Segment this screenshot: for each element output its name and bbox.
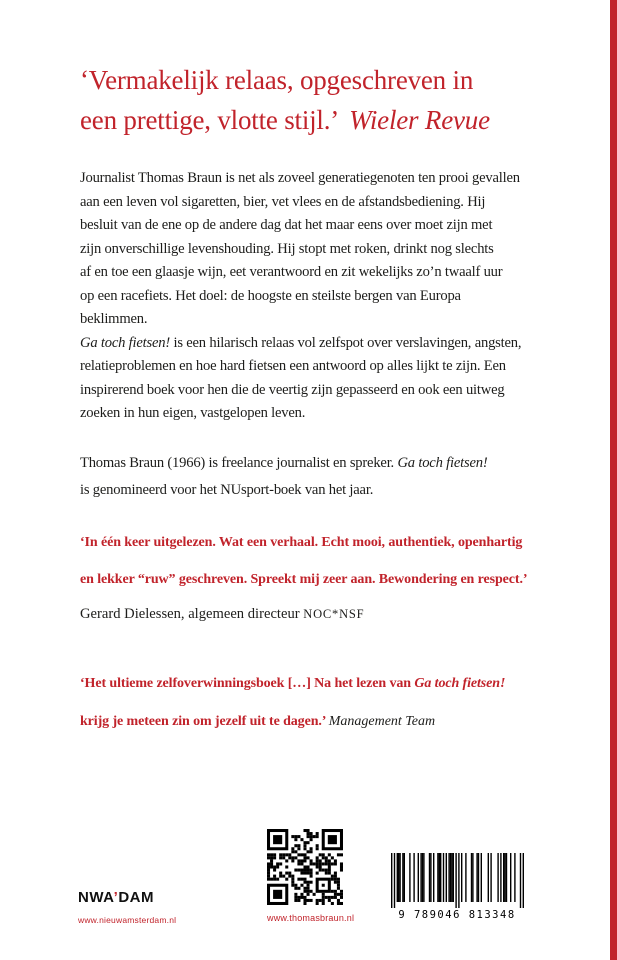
spine-red-strip [610,0,617,960]
synopsis-line: af en toe een glaasje wijn, eet verantwoord en zit wekelijks zo’n twaalf uur [80,264,503,280]
publisher-logo-mark: ’ [113,889,119,906]
headline-line-2 [80,100,580,140]
synopsis-line: inspirerend boek voor hen die de veertig zijn gepasseerd en ook een uitweg [80,381,505,398]
publisher-logo-text: DAM [118,889,155,906]
barcode-block [390,853,524,921]
author-note-line-2: is genomineerd voor het NUsport-boek van het jaar. [80,481,374,498]
quote-text: krijg je meteen zin om jezelf uit te dagen.’ [80,713,329,729]
book-title-italic: Ga toch fietsen! [80,334,171,351]
qr-block [267,829,355,923]
synopsis-line: besluit van de ene op de andere dag dat het maar eens over moet zijn met [80,217,493,233]
headline-quote-source: Wieler Revue [349,105,490,135]
quote-line [80,665,580,703]
quote-text: ‘Het ultieme zelfoverwinningsboek […] Na het lezen van [80,675,415,691]
attribution-name: Gerard Dielessen, algemeen directeur [80,605,304,622]
barcode [391,853,524,908]
publisher-logo-text: NWA [78,889,114,906]
synopsis-line: Journalist Thomas Braun is net als zoveel generatiegenoten ten prooi gevallen [80,170,520,186]
author-note [80,450,580,504]
quote-line: en lekker “ruw” geschreven. Spreekt mij zeer aan. Bewondering en respect.’ [80,571,528,587]
headline-line-1: ‘Vermakelijk relaas, opgeschreven in [80,65,474,95]
publisher-block [78,889,176,925]
author-url: www.thomasbraun.nl [267,913,355,923]
synopsis-line [80,332,580,356]
synopsis-line: relatieproblemen en hoe hard fietsen een antwoord op alles lijkt te zijn. Een [80,358,506,374]
author-note-text: Thomas Braun (1966) is freelance journalist en spreker. [80,454,398,471]
quote-line [80,703,580,741]
book-title-italic: Ga toch fietsen! [397,454,488,471]
headline-line-2-text: een prettige, vlotte stijl.’ [80,105,340,135]
author-note-line-1 [80,450,580,477]
publisher-logo [78,889,176,906]
endorsement-quote-2 [80,665,580,741]
synopsis-line: zoeken in hun eigen, vastgelopen leven. [80,405,306,421]
quote-line: ‘In één keer uitgelezen. Wat een verhaal. Echt mooi, authentiek, openhartig [80,534,523,550]
cover-content [80,60,580,741]
synopsis-line: beklimmen. [80,311,148,327]
synopsis-line: zijn onverschillige levenshouding. Hij stopt met roken, drinkt nog slechts [80,240,494,257]
barcode-digits: 9 789046 813348 [398,909,516,921]
synopsis-line: aan een leven vol sigaretten, bier, vet vlees en de afstandsbediening. Hij [80,193,486,210]
publisher-url: www.nieuwamsterdam.nl [78,915,177,925]
endorsement-attribution-1 [80,602,580,626]
attribution-organization: NOC*NSF [303,606,365,621]
endorsement-quote-1 [80,524,580,598]
synopsis-line: op een racefiets. Het doel: de hoogste en steilste bergen van Europa [80,287,461,304]
qr-code [267,829,343,905]
synopsis [80,167,580,426]
book-title-italic: Ga toch fietsen! [414,675,506,691]
headline-quote [80,60,580,140]
synopsis-line-text: is een hilarisch relaas vol zelfspot over verslavingen, angsten, [170,334,522,351]
quote-source: Management Team [328,713,436,729]
